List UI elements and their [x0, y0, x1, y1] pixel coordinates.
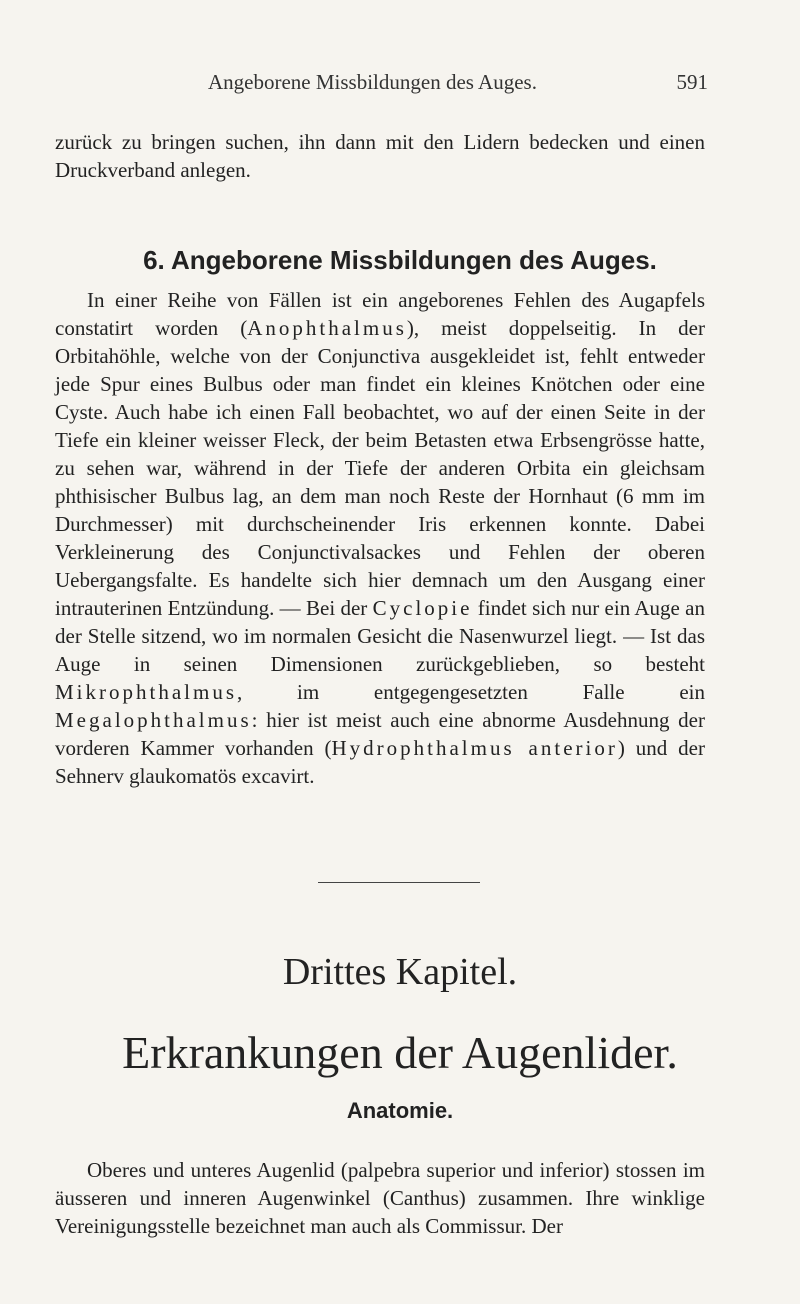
- intro-paragraph: [55, 128, 705, 184]
- page-number: 591: [676, 70, 708, 94]
- term-megalophthalmus: Megalophthalmus: [55, 708, 252, 732]
- chapter-title: Erkrankungen der Augenlider.: [122, 1027, 678, 1078]
- term-mikrophthalmus: Mikrophthalmus: [55, 680, 237, 704]
- section-paragraph-text: [55, 286, 705, 790]
- text-run: In einer Reihe von Fällen ist ein angeborenes Fehlen des Augapfels constatirt worden (: [55, 288, 705, 340]
- term-hydrophthalmus: Hydrophthalmus anterior: [331, 736, 618, 760]
- term-cyclopie: Cyclopie: [372, 596, 473, 620]
- section-paragraph: [55, 286, 705, 790]
- text-run: findet sich nur ein Auge an der Stelle sitzend, wo im normalen Gesicht die Nasenwurzel liegt. — Ist das Auge in seinen Dimensionen zurückgeblieben, so besteht: [55, 596, 706, 676]
- term-anophthalmus: Anophthalmus: [247, 316, 407, 340]
- text-run: ) und der Sehnerv glaukomatös excavirt.: [55, 736, 705, 788]
- intro-text: zurück zu bringen suchen, ihn dann mit den Lidern bedecken und einen Druckverband anlegen.: [55, 130, 705, 182]
- running-title: Angeborene Missbildungen des Auges.: [208, 70, 537, 94]
- section-divider: [318, 882, 480, 883]
- chapter-label: Drittes Kapitel.: [282, 951, 518, 993]
- text-run: ), meist doppelseitig. In der Orbitahöhle, welche von der Conjunctiva ausgekleidet ist, fehlt entweder jede Spur eines Bulbus oder man findet ein kleines Knötchen oder eine Cyste. Auch habe ich einen Fall beobachtet, wo auf der einen Seite in der Tiefe ein kleiner weisser Fleck, der beim Betasten etwa Erbsengrösse hatte, zu sehen war, während in der Tiefe der anderen Orbita ein gleichsam phthisischer Bulbus lag, an dem man noch Reste der Hornhaut (6 mm im Durchmesser) mit durchscheinender Iris erkennen konnte. Dabei Verkleinerung des Conjunctivalsackes und Fehlen der oberen Uebergangsfalte. Es handelte sich hier demnach um den Ausgang einer intrauterinen Entzündung. — Bei der: [55, 316, 705, 620]
- text-run: , im entgegengesetzten Falle ein: [237, 680, 705, 704]
- anatomy-text: Oberes und unteres Augenlid (palpebra superior und inferior) stossen im äusseren und inneren Augenwinkel (Canthus) zusammen. Ihre winklige Vereinigungsstelle bezeichnet man auch als Commissur. Der: [55, 1158, 705, 1238]
- section-heading: 6. Angeborene Missbildungen des Auges.: [143, 245, 657, 275]
- subsection-heading: Anatomie.: [346, 1098, 454, 1123]
- text-run: : hier ist meist auch eine abnorme Ausdehnung der vorderen Kammer vorhanden (: [55, 708, 705, 760]
- anatomy-paragraph: [55, 1156, 705, 1240]
